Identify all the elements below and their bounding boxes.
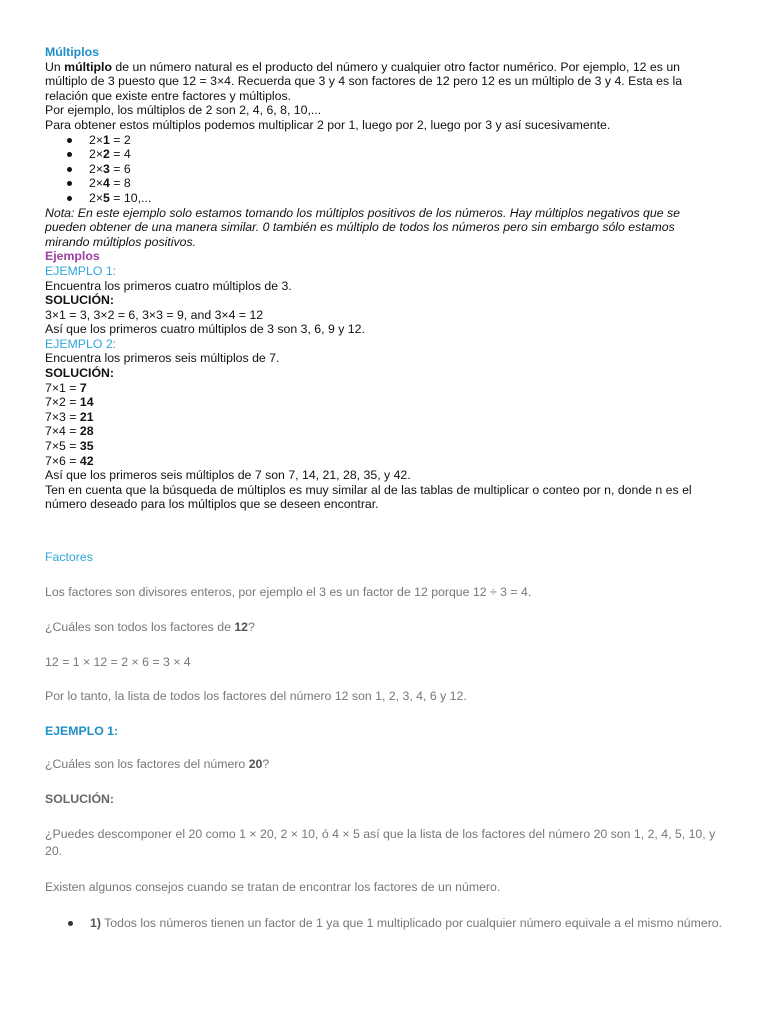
example-1-answer: Así que los primeros cuatro múltiplos de 3 son 3, 6, 9 y 12. xyxy=(45,322,365,337)
example-1-question: Encuentra los primeros cuatro múltiplos de 3. xyxy=(45,278,292,293)
example-2-row: 7×2 = 14 xyxy=(45,395,94,410)
list-item: 2×5 = 10,... xyxy=(89,191,713,206)
factores-example-1-label: EJEMPLO 1: xyxy=(45,724,119,738)
example-2-row: 7×5 = 35 xyxy=(45,439,94,454)
example-2-question: Encuentra los primeros seis múltiplos de 7. xyxy=(45,351,280,366)
list-item: 2×1 = 2 xyxy=(89,133,713,148)
multiplos-section xyxy=(45,45,713,512)
multiplos-intro: Un múltiplo de un número natural es el producto del número y cualquier otro factor numérico. Por ejemplo, 12 es un múltiplo de 3 puesto que 12 = 3×4. Recuerda que 3 y 4 son factores de 12 pero 12 es un múltiplo de 3 y 4. Esta es la relación que existe entre factores y múltiplos. xyxy=(45,59,683,103)
factores-list-paragraph: Por lo tanto, la lista de todos los factores del número 12 son 1, 2, 3, 4, 6 y 12. xyxy=(45,689,467,703)
multiplos-method-line: Para obtener estos múltiplos podemos multiplicar 2 por 1, luego por 2, luego por 3 y así sucesivamente. xyxy=(45,117,611,132)
ejemplos-title: Ejemplos xyxy=(45,249,100,264)
example-2-row: 7×3 = 21 xyxy=(45,409,94,424)
factores-definition: Los factores son divisores enteros, por ejemplo el 3 es un factor de 12 porque 12 ÷ 3 = 4. xyxy=(45,585,532,599)
example-1-solution-label: SOLUCIÓN: xyxy=(45,293,114,308)
multiplos-title: Múltiplos xyxy=(45,45,99,59)
list-item: 2×2 = 4 xyxy=(89,147,713,162)
factores-question: ¿Cuáles son todos los factores de 12? xyxy=(45,620,255,634)
list-item: 2×3 = 6 xyxy=(89,162,713,177)
multiplos-example-line: Por ejemplo, los múltiplos de 2 son 2, 4, 6, 8, 10,... xyxy=(45,103,322,118)
bullet-icon xyxy=(68,921,73,926)
example-2-solution-label: SOLUCIÓN: xyxy=(45,366,114,381)
factores-title: Factores xyxy=(45,550,93,564)
factores-example-1-answer: ¿Puedes descomponer el 20 como 1 × 20, 2 × 10, ó 4 × 5 así que la lista de los factores del número 20 son 1, 2, 4, 5, 10, y 20. xyxy=(45,827,716,858)
multiples-of-two-list xyxy=(45,133,713,206)
example-2-answer: Así que los primeros seis múltiplos de 7 son 7, 14, 21, 28, 35, y 42. xyxy=(45,468,411,483)
example-2-row: 7×4 = 28 xyxy=(45,424,94,439)
factores-example-1-question: ¿Cuáles son los factores del número 20? xyxy=(45,757,270,771)
note-paragraph: Nota: En este ejemplo solo estamos tomando los múltiplos positivos de los números. Hay múltiplos negativos que se pueden obtener de una manera similar. 0 también es múltiplo de todos los números pero sin embargo sólo estamos mirando múltiplos positivos. xyxy=(45,205,680,249)
example-2-label: EJEMPLO 2: xyxy=(45,336,117,351)
example-1-work: 3×1 = 3, 3×2 = 6, 3×3 = 9, and 3×4 = 12 xyxy=(45,307,264,322)
factores-tips-intro: Existen algunos consejos cuando se tratan de encontrar los factores de un número. xyxy=(45,880,501,894)
factores-equation: 12 = 1 × 12 = 2 × 6 = 3 × 4 xyxy=(45,655,191,669)
factores-solution-label: SOLUCIÓN: xyxy=(45,792,114,806)
factores-tip-item: 1) Todos los números tienen un factor de 1 ya que 1 multiplicado por cualquier número equivale a el mismo número. xyxy=(45,915,768,932)
closing-paragraph: Ten en cuenta que la búsqueda de múltiplos es muy similar al de las tablas de multiplicar o conteo por n, donde n es el número deseado para los múltiplos que se deseen encontrar. xyxy=(45,482,692,512)
example-2-row: 7×1 = 7 xyxy=(45,380,87,395)
example-1-label: EJEMPLO 1: xyxy=(45,263,117,278)
list-item: 2×4 = 8 xyxy=(89,176,713,191)
example-2-row: 7×6 = 42 xyxy=(45,453,94,468)
